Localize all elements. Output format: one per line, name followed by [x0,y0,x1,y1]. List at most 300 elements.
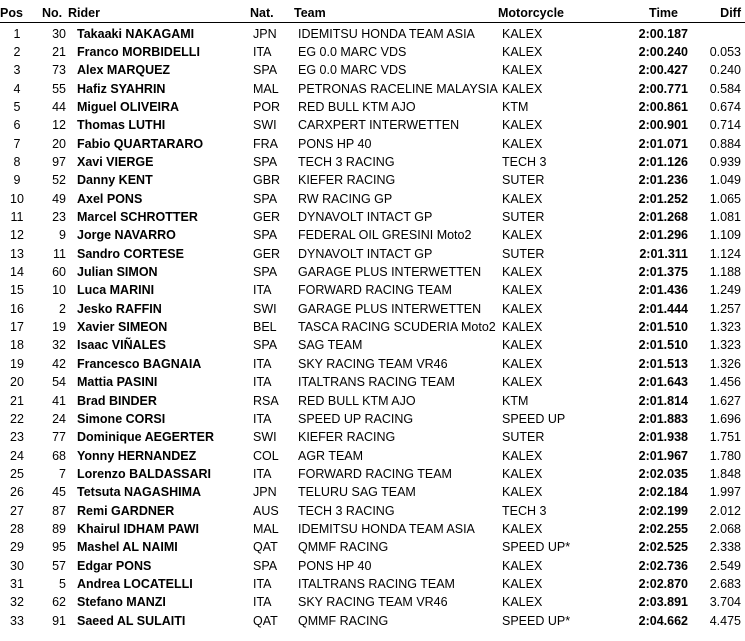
cell-rider: Khairul IDHAM PAWI [77,521,199,536]
cell-nat: SWI [253,118,277,133]
table-row [0,502,745,520]
cell-motorcycle: KALEX [502,577,543,591]
cell-time: 2:01.296 [638,228,688,243]
cell-team: TECH 3 RACING [298,154,395,169]
cell-nat: JPN [253,26,277,41]
cell-rider: Francesco BAGNAIA [77,356,202,371]
cell-no: 55 [52,81,66,96]
cell-time: 2:00.771 [638,81,688,96]
cell-motorcycle: SUTER [502,210,545,224]
cell-nat: ITA [253,356,272,371]
cell-team: TECH 3 RACING [298,503,395,518]
cell-time: 2:01.938 [638,430,688,445]
cell-nat: SPA [253,154,278,169]
cell-nat: POR [253,99,281,114]
cell-nat: MAL [253,521,279,536]
cell-pos: 13 [10,246,24,261]
cell-no: 54 [52,375,66,390]
cell-no: 49 [52,191,66,206]
cell-diff: 1.257 [709,301,741,316]
cell-diff: 0.674 [709,99,741,114]
cell-rider: Mashel AL NAIMI [77,540,178,555]
cell-pos: 8 [13,154,21,169]
cell-rider: Fabio QUARTARARO [77,136,204,151]
cell-no: 73 [52,63,66,78]
cell-motorcycle: KALEX [502,301,543,316]
cell-team: TASCA RACING SCUDERIA Moto2 [298,320,496,335]
cell-no: 23 [52,210,66,224]
cell-pos: 2 [13,44,21,59]
cell-pos: 9 [13,173,21,188]
cell-nat: ITA [253,577,272,591]
cell-team: AGR TEAM [298,448,364,463]
cell-no: 44 [52,99,66,114]
cell-rider: Marcel SCHROTTER [77,210,198,224]
cell-pos: 11 [10,210,24,224]
cell-nat: GER [253,210,281,224]
cell-pos: 25 [10,466,24,481]
cell-nat: SWI [253,430,277,445]
cell-nat: GER [253,246,281,261]
cell-pos: 23 [10,430,24,445]
cell-motorcycle: SUTER [502,173,545,188]
cell-time: 2:01.643 [638,375,688,390]
cell-rider: Takaaki NAKAGAMI [77,26,195,41]
table-row [0,336,745,354]
cell-team: SKY RACING TEAM VR46 [298,356,448,371]
cell-pos: 4 [13,81,21,96]
cell-motorcycle: SUTER [502,430,545,445]
cell-diff: 0.240 [709,63,741,78]
table-row [0,281,745,299]
cell-diff: 1.751 [709,430,741,445]
cell-time: 2:01.252 [638,191,688,206]
cell-team: RW RACING GP [298,191,393,206]
cell-time: 2:00.240 [638,44,688,59]
header-rider: Rider [68,6,100,20]
cell-team: SAG TEAM [298,338,363,353]
cell-diff: 0.884 [709,136,741,151]
table-row [0,25,745,43]
cell-nat: SPA [253,63,278,78]
cell-nat: SPA [253,228,278,243]
cell-rider: Andrea LOCATELLI [77,577,193,591]
cell-time: 2:01.510 [638,338,688,353]
cell-motorcycle: KALEX [502,558,543,573]
table-row [0,80,745,98]
cell-team: FORWARD RACING TEAM [298,466,452,481]
cell-nat: ITA [253,283,272,298]
cell-no: 45 [52,485,66,500]
cell-pos: 3 [13,63,21,78]
cell-diff: 2.068 [709,521,741,536]
table-row [0,557,745,575]
cell-diff: 3.704 [709,595,741,610]
cell-rider: Luca MARINI [77,283,155,298]
cell-no: 24 [52,411,66,426]
cell-motorcycle: KALEX [502,26,543,41]
cell-team: PETRONAS RACELINE MALAYSIA [298,81,498,96]
cell-pos: 16 [10,301,24,316]
cell-team: IDEMITSU HONDA TEAM ASIA [298,26,475,41]
table-row [0,43,745,61]
cell-motorcycle: KALEX [502,375,543,390]
cell-pos: 24 [10,448,24,463]
cell-nat: ITA [253,466,272,481]
cell-time: 2:00.861 [638,99,688,114]
cell-pos: 29 [10,540,24,555]
table-row [0,428,745,446]
cell-diff: 1.049 [709,173,741,188]
cell-rider: Remi GARDNER [77,503,175,518]
cell-team: QMMF RACING [298,540,389,555]
cell-no: 5 [59,577,66,591]
cell-team: EG 0.0 MARC VDS [298,63,407,78]
cell-motorcycle: KALEX [502,265,543,280]
cell-motorcycle: KALEX [502,283,543,298]
table-row [0,373,745,391]
cell-pos: 26 [10,485,24,500]
cell-pos: 28 [10,521,24,536]
header-team: Team [294,6,326,20]
cell-diff: 1.326 [709,356,741,371]
cell-team: DYNAVOLT INTACT GP [298,210,433,224]
cell-team: TELURU SAG TEAM [298,485,416,500]
cell-rider: Jesko RAFFIN [77,301,162,316]
cell-rider: Mattia PASINI [77,375,158,390]
cell-team: GARAGE PLUS INTERWETTEN [298,265,482,280]
cell-motorcycle: TECH 3 [502,503,547,518]
cell-rider: Sandro CORTESE [77,246,184,261]
cell-pos: 6 [13,118,21,133]
header-nat: Nat. [250,6,274,20]
table-row [0,575,745,593]
cell-no: 87 [52,503,66,518]
table-row [0,135,745,153]
cell-time: 2:03.891 [638,595,688,610]
cell-time: 2:01.311 [639,246,688,261]
cell-time: 2:02.184 [638,485,688,500]
cell-time: 2:01.814 [638,393,688,408]
cell-diff: 0.714 [709,118,741,133]
cell-no: 30 [52,26,66,41]
header-divider [0,22,745,23]
cell-pos: 31 [10,577,24,591]
cell-team: GARAGE PLUS INTERWETTEN [298,301,482,316]
cell-team: EG 0.0 MARC VDS [298,44,407,59]
cell-nat: AUS [253,503,279,518]
cell-time: 2:00.901 [638,118,688,133]
cell-diff: 2.683 [709,577,741,591]
cell-motorcycle: KALEX [502,191,543,206]
cell-no: 7 [59,466,66,481]
cell-motorcycle: KALEX [502,338,543,353]
cell-pos: 7 [13,136,21,151]
table-row [0,263,745,281]
cell-time: 2:01.513 [638,356,688,371]
cell-motorcycle: KALEX [502,136,543,151]
cell-rider: Isaac VIÑALES [77,338,166,353]
cell-rider: Jorge NAVARRO [77,228,176,243]
cell-team: RED BULL KTM AJO [298,393,416,408]
header-diff: Diff [720,6,741,20]
table-row [0,98,745,116]
cell-motorcycle: KALEX [502,521,543,536]
cell-motorcycle: KALEX [502,356,543,371]
cell-diff: 2.549 [709,558,741,573]
cell-diff: 0.939 [709,154,741,169]
cell-no: 62 [52,595,66,610]
table-row [0,190,745,208]
cell-rider: Edgar PONS [77,558,152,573]
table-row [0,483,745,501]
cell-time: 2:00.427 [638,63,688,78]
cell-no: 89 [52,521,66,536]
cell-motorcycle: KALEX [502,485,543,500]
cell-motorcycle: KALEX [502,228,543,243]
cell-team: ITALTRANS RACING TEAM [298,577,455,591]
cell-pos: 10 [10,191,24,206]
cell-time: 2:01.444 [638,301,688,316]
cell-team: SKY RACING TEAM VR46 [298,595,448,610]
table-row [0,593,745,611]
cell-no: 2 [59,301,66,316]
table-row [0,520,745,538]
cell-motorcycle: KALEX [502,44,543,59]
cell-pos: 12 [10,228,24,243]
cell-motorcycle: KALEX [502,63,543,78]
cell-team: CARXPERT INTERWETTEN [298,118,460,133]
cell-motorcycle: SPEED UP [502,411,566,426]
cell-nat: SPA [253,338,278,353]
header-time: Time [649,6,678,20]
table-row [0,447,745,465]
cell-pos: 1 [13,26,21,41]
cell-nat: ITA [253,44,272,59]
cell-time: 2:01.375 [638,265,688,280]
cell-pos: 27 [10,503,24,518]
cell-rider: Thomas LUTHI [77,118,166,133]
cell-rider: Alex MARQUEZ [77,63,171,78]
table-row [0,61,745,79]
table-row [0,245,745,263]
cell-motorcycle: KTM [502,393,529,408]
cell-team: DYNAVOLT INTACT GP [298,246,433,261]
cell-nat: SWI [253,301,277,316]
cell-rider: Xavi VIERGE [77,154,154,169]
cell-rider: Julian SIMON [77,265,158,280]
cell-pos: 32 [10,595,24,610]
cell-motorcycle: KALEX [502,466,543,481]
cell-rider: Miguel OLIVEIRA [77,99,180,114]
table-row [0,153,745,171]
cell-no: 21 [52,44,66,59]
cell-team: QMMF RACING [298,613,389,628]
cell-nat: QAT [253,613,278,628]
cell-team: RED BULL KTM AJO [298,99,416,114]
cell-nat: MAL [253,81,279,96]
cell-nat: SPA [253,265,278,280]
cell-team: FEDERAL OIL GRESINI Moto2 [298,228,472,243]
cell-no: 9 [59,228,66,243]
cell-no: 32 [52,338,66,353]
cell-no: 97 [52,154,66,169]
cell-no: 52 [52,173,66,188]
cell-rider: Yonny HERNANDEZ [77,448,197,463]
header-pos: Pos [0,6,23,20]
cell-no: 41 [52,393,66,408]
cell-time: 2:00.187 [638,26,688,41]
cell-diff: 1.124 [709,246,741,261]
cell-diff: 0.053 [709,44,741,59]
cell-diff: 1.109 [709,228,741,243]
table-row [0,116,745,134]
cell-diff: 1.997 [709,485,741,500]
cell-nat: COL [253,448,279,463]
table-row [0,355,745,373]
header-no: No. [42,6,63,20]
header-motorcycle: Motorcycle [498,6,564,20]
cell-pos: 20 [10,375,24,390]
cell-team: PONS HP 40 [298,136,372,151]
cell-no: 77 [52,430,66,445]
cell-pos: 14 [10,265,24,280]
table-row [0,208,745,226]
cell-rider: Danny KENT [77,173,153,188]
cell-nat: ITA [253,595,272,610]
table-row [0,318,745,336]
cell-no: 10 [52,283,66,298]
cell-diff: 1.249 [709,283,741,298]
cell-diff: 1.627 [709,393,741,408]
cell-nat: SPA [253,558,278,573]
cell-motorcycle: KALEX [502,448,543,463]
cell-no: 42 [52,356,66,371]
table-row [0,392,745,410]
cell-rider: Xavier SIMEON [77,320,168,335]
table-row [0,300,745,318]
cell-diff: 1.081 [709,210,741,224]
cell-motorcycle: KALEX [502,118,543,133]
cell-time: 2:01.436 [638,283,688,298]
cell-team: SPEED UP RACING [298,411,414,426]
cell-rider: Brad BINDER [77,393,157,408]
cell-pos: 30 [10,558,24,573]
cell-time: 2:04.662 [638,613,688,628]
cell-diff: 1.696 [709,411,741,426]
cell-motorcycle: SUTER [502,246,545,261]
cell-time: 2:01.236 [638,173,688,188]
cell-motorcycle: SPEED UP* [502,613,571,628]
cell-motorcycle: SPEED UP* [502,540,571,555]
cell-team: FORWARD RACING TEAM [298,283,452,298]
table-row [0,465,745,483]
table-row [0,538,745,556]
cell-rider: Saeed AL SULAITI [77,613,186,628]
cell-nat: ITA [253,411,272,426]
table-row [0,226,745,244]
cell-diff: 2.338 [709,540,741,555]
cell-time: 2:02.736 [638,558,688,573]
cell-time: 2:01.071 [638,136,688,151]
cell-motorcycle: KALEX [502,320,543,335]
cell-nat: FRA [253,136,278,151]
cell-rider: Franco MORBIDELLI [77,44,200,59]
cell-time: 2:02.035 [638,466,688,481]
cell-rider: Tetsuta NAGASHIMA [77,485,202,500]
cell-team: IDEMITSU HONDA TEAM ASIA [298,521,475,536]
cell-diff: 1.456 [709,375,741,390]
cell-rider: Simone CORSI [77,411,166,426]
cell-motorcycle: KTM [502,99,529,114]
cell-motorcycle: KALEX [502,595,543,610]
cell-nat: GBR [253,173,281,188]
cell-no: 19 [52,320,66,335]
cell-time: 2:01.268 [638,210,688,224]
cell-no: 20 [52,136,66,151]
cell-pos: 5 [13,99,21,114]
cell-no: 57 [52,558,66,573]
cell-motorcycle: TECH 3 [502,154,547,169]
cell-rider: Dominique AEGERTER [77,430,215,445]
cell-time: 2:02.525 [638,540,688,555]
cell-nat: RSA [253,393,279,408]
cell-nat: ITA [253,375,272,390]
table-row [0,171,745,189]
cell-diff: 0.584 [709,81,741,96]
cell-time: 2:01.126 [638,154,688,169]
cell-time: 2:01.883 [638,411,688,426]
cell-diff: 1.848 [709,466,741,481]
cell-diff: 1.780 [709,448,741,463]
cell-pos: 15 [10,283,24,298]
cell-motorcycle: KALEX [502,81,543,96]
cell-pos: 33 [10,613,24,628]
cell-rider: Hafiz SYAHRIN [77,81,166,96]
cell-pos: 22 [10,411,24,426]
cell-time: 2:02.870 [638,577,688,591]
cell-no: 91 [52,613,66,628]
cell-rider: Lorenzo BALDASSARI [77,466,212,481]
cell-time: 2:01.967 [638,448,688,463]
cell-time: 2:02.199 [638,503,688,518]
header-row [0,4,745,22]
cell-no: 12 [52,118,66,133]
table-row [0,410,745,428]
table-row [0,612,745,630]
cell-nat: SPA [253,191,278,206]
cell-pos: 18 [10,338,24,353]
cell-no: 60 [52,265,66,280]
cell-time: 2:02.255 [638,521,688,536]
cell-no: 95 [52,540,66,555]
cell-time: 2:01.510 [638,320,688,335]
cell-diff: 1.323 [709,338,741,353]
cell-no: 68 [52,448,66,463]
cell-pos: 21 [10,393,24,408]
cell-nat: BEL [253,320,277,335]
cell-diff: 1.065 [709,191,741,206]
cell-team: KIEFER RACING [298,173,396,188]
cell-rider: Axel PONS [77,191,143,206]
cell-diff: 1.188 [709,265,741,280]
cell-no: 11 [53,246,66,261]
cell-rider: Stefano MANZI [77,595,166,610]
cell-diff: 4.475 [709,613,741,628]
cell-diff: 1.323 [709,320,741,335]
cell-nat: QAT [253,540,278,555]
cell-nat: JPN [253,485,277,500]
